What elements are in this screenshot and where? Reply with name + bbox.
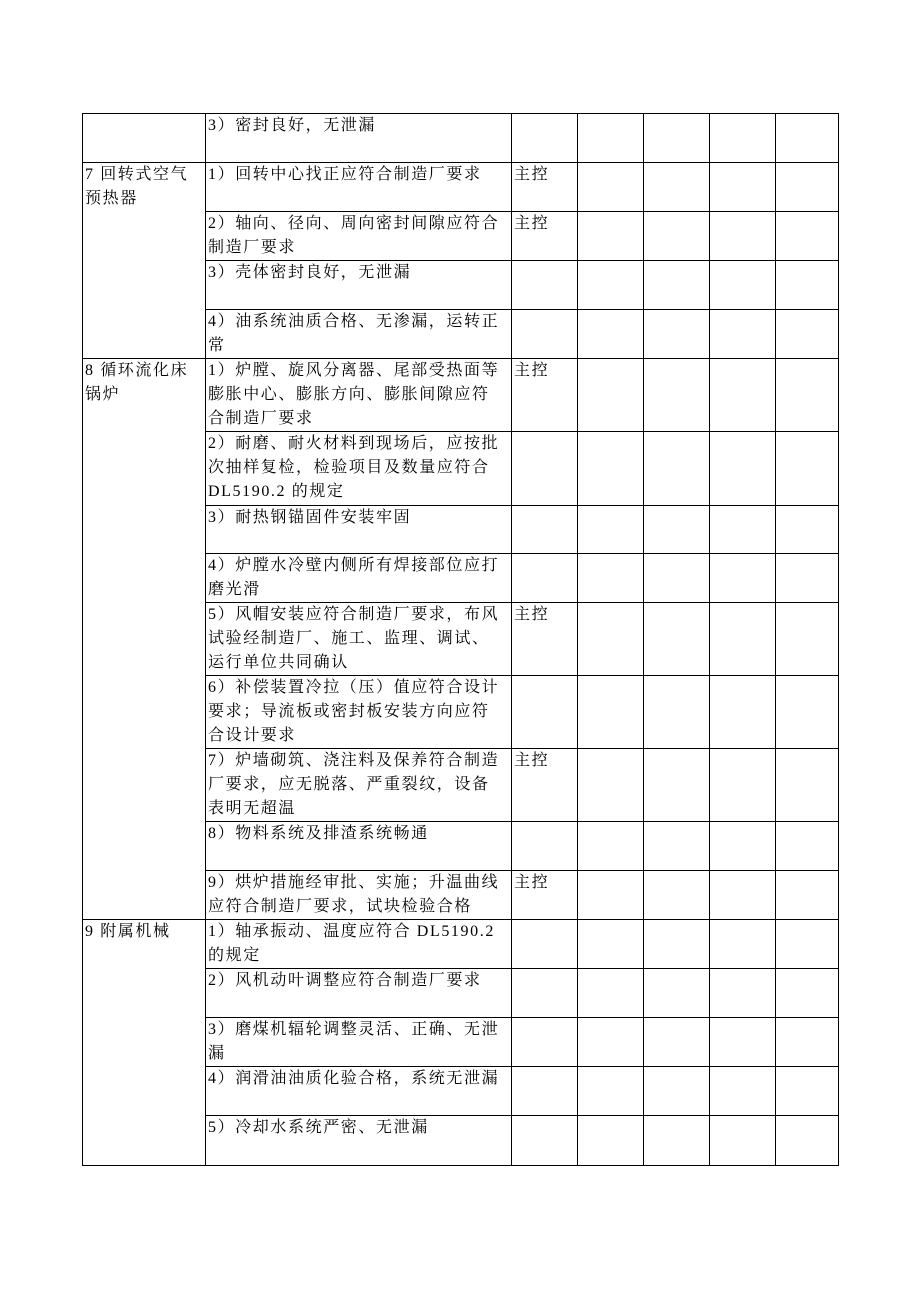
empty-cell (644, 749, 710, 822)
inspection-table (82, 113, 839, 1166)
empty-cell (776, 920, 839, 969)
empty-cell (710, 554, 776, 603)
empty-cell (578, 212, 644, 261)
level-cell (512, 676, 578, 749)
table-row (83, 163, 839, 212)
empty-cell (578, 554, 644, 603)
level-cell: 主控 (512, 163, 578, 212)
empty-cell (710, 749, 776, 822)
empty-cell (578, 749, 644, 822)
empty-cell (710, 920, 776, 969)
empty-cell (644, 432, 710, 506)
level-cell: 主控 (512, 212, 578, 261)
empty-cell (644, 1018, 710, 1067)
item-text: 8）物料系统及排渣系统畅通 (206, 822, 512, 871)
empty-cell (644, 1067, 710, 1116)
empty-cell (776, 114, 839, 163)
empty-cell (578, 1116, 644, 1166)
empty-cell (776, 554, 839, 603)
item-text: 1）炉膛、旋风分离器、尾部受热面等膨胀中心、膨胀方向、膨胀间隙应符合制造厂要求 (206, 359, 512, 432)
empty-cell (776, 822, 839, 871)
empty-cell (644, 310, 710, 359)
empty-cell (644, 676, 710, 749)
item-text: 2）耐磨、耐火材料到现场后，应按批次抽样复检，检验项目及数量应符合 DL5190.2 的规定 (206, 432, 512, 506)
level-cell: 主控 (512, 603, 578, 676)
item-text: 5）风帽安装应符合制造厂要求，布风试验经制造厂、施工、监理、调试、运行单位共同确认 (206, 603, 512, 676)
empty-cell (578, 1067, 644, 1116)
empty-cell (776, 1018, 839, 1067)
empty-cell (710, 432, 776, 506)
empty-cell (710, 603, 776, 676)
empty-cell (578, 969, 644, 1018)
item-text: 4）炉膛水冷壁内侧所有焊接部位应打磨光滑 (206, 554, 512, 603)
empty-cell (578, 261, 644, 310)
level-cell (512, 554, 578, 603)
empty-cell (710, 212, 776, 261)
empty-cell (644, 506, 710, 554)
empty-cell (710, 1116, 776, 1166)
empty-cell (710, 261, 776, 310)
empty-cell (776, 212, 839, 261)
item-text: 1）回转中心找正应符合制造厂要求 (206, 163, 512, 212)
empty-cell (776, 1116, 839, 1166)
table-row (83, 114, 839, 163)
empty-cell (776, 1067, 839, 1116)
empty-cell (644, 554, 710, 603)
empty-cell (776, 163, 839, 212)
level-cell (512, 1067, 578, 1116)
empty-cell (578, 920, 644, 969)
item-text: 1）轴承振动、温度应符合 DL5190.2 的规定 (206, 920, 512, 969)
level-cell: 主控 (512, 359, 578, 432)
empty-cell (644, 163, 710, 212)
empty-cell (776, 871, 839, 920)
empty-cell (710, 822, 776, 871)
empty-cell (710, 310, 776, 359)
empty-cell (710, 114, 776, 163)
level-cell (512, 432, 578, 506)
table-row (83, 920, 839, 969)
item-text: 3）耐热钢锚固件安装牢固 (206, 506, 512, 554)
item-text: 3）壳体密封良好，无泄漏 (206, 261, 512, 310)
item-text: 6）补偿装置冷拉（压）值应符合设计要求；导流板或密封板安装方向应符合设计要求 (206, 676, 512, 749)
empty-cell (644, 871, 710, 920)
category-cell: 9 附属机械 (83, 920, 206, 1166)
item-text: 2）轴向、径向、周向密封间隙应符合制造厂要求 (206, 212, 512, 261)
category-cell (83, 114, 206, 163)
category-cell: 7 回转式空气预热器 (83, 163, 206, 359)
empty-cell (644, 920, 710, 969)
empty-cell (776, 603, 839, 676)
empty-cell (578, 822, 644, 871)
level-cell (512, 1018, 578, 1067)
table-row (83, 359, 839, 432)
empty-cell (644, 261, 710, 310)
level-cell (512, 310, 578, 359)
empty-cell (644, 212, 710, 261)
item-text: 3）密封良好，无泄漏 (206, 114, 512, 163)
empty-cell (578, 676, 644, 749)
level-cell (512, 920, 578, 969)
empty-cell (578, 432, 644, 506)
item-text: 4）润滑油油质化验合格，系统无泄漏 (206, 1067, 512, 1116)
empty-cell (776, 261, 839, 310)
empty-cell (644, 969, 710, 1018)
empty-cell (710, 359, 776, 432)
item-text: 9）烘炉措施经审批、实施；升温曲线应符合制造厂要求，试块检验合格 (206, 871, 512, 920)
item-text: 2）风机动叶调整应符合制造厂要求 (206, 969, 512, 1018)
item-text: 3）磨煤机辐轮调整灵活、正确、无泄漏 (206, 1018, 512, 1067)
empty-cell (578, 359, 644, 432)
level-cell (512, 969, 578, 1018)
empty-cell (776, 432, 839, 506)
empty-cell (776, 359, 839, 432)
empty-cell (710, 1067, 776, 1116)
empty-cell (710, 1018, 776, 1067)
empty-cell (644, 1116, 710, 1166)
empty-cell (776, 676, 839, 749)
empty-cell (644, 359, 710, 432)
empty-cell (578, 603, 644, 676)
level-cell (512, 261, 578, 310)
empty-cell (776, 506, 839, 554)
level-cell (512, 822, 578, 871)
level-cell (512, 506, 578, 554)
item-text: 7）炉墙砌筑、浇注料及保养符合制造厂要求，应无脱落、严重裂纹，设备表明无超温 (206, 749, 512, 822)
level-cell: 主控 (512, 749, 578, 822)
empty-cell (710, 871, 776, 920)
category-cell: 8 循环流化床锅炉 (83, 359, 206, 920)
empty-cell (578, 1018, 644, 1067)
empty-cell (644, 603, 710, 676)
empty-cell (578, 310, 644, 359)
empty-cell (710, 506, 776, 554)
empty-cell (710, 969, 776, 1018)
empty-cell (710, 163, 776, 212)
level-cell (512, 114, 578, 163)
empty-cell (578, 871, 644, 920)
empty-cell (776, 310, 839, 359)
empty-cell (644, 822, 710, 871)
empty-cell (578, 506, 644, 554)
empty-cell (578, 114, 644, 163)
empty-cell (776, 969, 839, 1018)
level-cell (512, 1116, 578, 1166)
empty-cell (710, 676, 776, 749)
item-text: 5）冷却水系统严密、无泄漏 (206, 1116, 512, 1166)
empty-cell (644, 114, 710, 163)
empty-cell (776, 749, 839, 822)
level-cell: 主控 (512, 871, 578, 920)
item-text: 4）油系统油质合格、无渗漏，运转正常 (206, 310, 512, 359)
empty-cell (578, 163, 644, 212)
